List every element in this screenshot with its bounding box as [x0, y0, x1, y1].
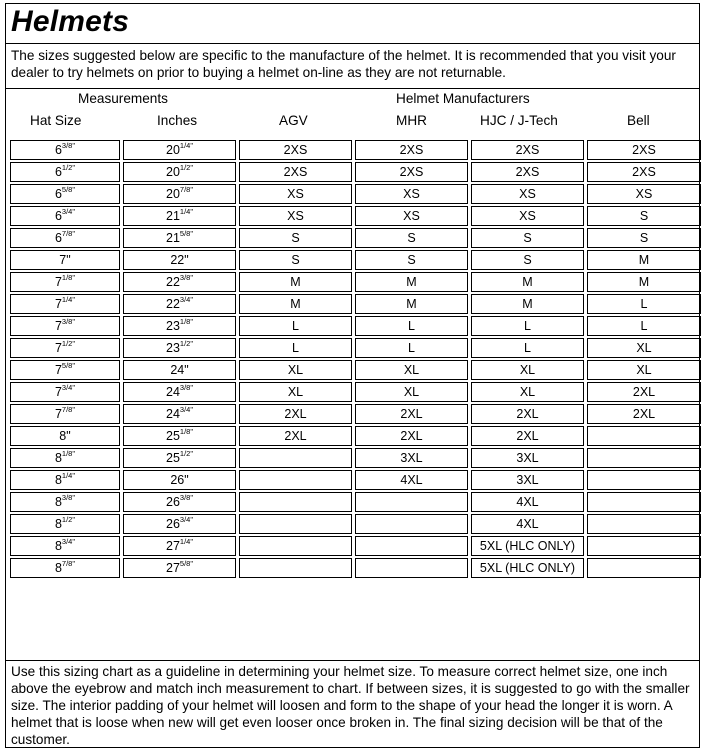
agv-cell: XS [239, 184, 352, 204]
bell-cell [587, 514, 701, 534]
inches-cell-whole: 26" [170, 473, 189, 487]
inches-cell-whole: 22 [166, 275, 180, 289]
mhr-cell: XS [355, 206, 468, 226]
hat-size-cell-fraction: 1/2" [61, 339, 76, 348]
mhr-cell: L [355, 338, 468, 358]
hjc-cell: XL [471, 360, 584, 380]
col-mhr: MHR [396, 113, 427, 128]
inches-cell [123, 514, 236, 534]
inches-cell [123, 404, 236, 424]
inches-cell-fraction: 5/8" [179, 229, 193, 238]
table-row [10, 426, 701, 446]
hat-size-cell [10, 206, 120, 226]
hat-size-cell-whole: 7 [54, 407, 62, 421]
inches-cell-fraction: 1/4" [179, 207, 193, 216]
mhr-cell: S [355, 250, 468, 270]
bell-cell: L [587, 294, 701, 314]
table-row [10, 514, 701, 534]
hat-size-cell [10, 184, 120, 204]
inches-cell [123, 140, 236, 160]
hjc-cell: L [471, 316, 584, 336]
mhr-cell: 2XL [355, 426, 468, 446]
agv-cell [239, 470, 352, 490]
inches-cell-whole: 22 [166, 297, 180, 311]
mhr-cell: M [355, 294, 468, 314]
hat-size-cell [10, 470, 120, 490]
table-row [10, 536, 701, 556]
hat-size-cell-whole: 6 [54, 209, 62, 223]
agv-cell: L [239, 316, 352, 336]
inches-cell-fraction: 1/8" [179, 317, 193, 326]
hat-size-cell-whole: 7 [54, 341, 62, 355]
bell-cell [587, 492, 701, 512]
agv-cell [239, 492, 352, 512]
hjc-cell: 3XL [471, 448, 584, 468]
inches-cell-whole: 24" [170, 363, 189, 377]
table-row [10, 228, 701, 248]
mhr-cell [355, 536, 468, 556]
hat-size-cell-whole: 6 [54, 143, 62, 157]
bell-cell: XL [587, 338, 701, 358]
hat-size-cell [10, 514, 120, 534]
group-measurements: Measurements [78, 91, 168, 106]
mhr-cell: L [355, 316, 468, 336]
hat-size-cell-whole: 7 [54, 363, 62, 377]
hat-size-cell [10, 294, 120, 314]
agv-cell: 2XS [239, 162, 352, 182]
hat-size-cell-whole: 6 [54, 187, 62, 201]
hat-size-cell-fraction: 1/8" [61, 449, 76, 458]
bell-cell: XS [587, 184, 701, 204]
hjc-cell: 3XL [471, 470, 584, 490]
mhr-cell [355, 492, 468, 512]
inches-cell [123, 294, 236, 314]
hat-size-cell-fraction: 3/8" [61, 317, 76, 326]
hjc-cell: S [471, 228, 584, 248]
bell-cell [587, 470, 701, 490]
bell-cell: M [587, 250, 701, 270]
inches-cell [123, 448, 236, 468]
mhr-cell: XL [355, 382, 468, 402]
inches-cell-whole: 20 [166, 165, 180, 179]
agv-cell [239, 448, 352, 468]
hjc-cell: 2XL [471, 404, 584, 424]
inches-cell-whole: 23 [166, 341, 180, 355]
inches-cell-fraction: 3/4" [179, 295, 193, 304]
inches-cell-whole: 21 [166, 231, 180, 245]
mhr-cell: M [355, 272, 468, 292]
inches-cell-fraction: 1/8" [179, 427, 193, 436]
bell-cell [587, 448, 701, 468]
hat-size-cell-whole: 6 [54, 165, 62, 179]
inches-cell-fraction: 1/2" [179, 339, 193, 348]
agv-cell: M [239, 272, 352, 292]
inches-cell-whole: 25 [166, 451, 180, 465]
hat-size-cell-whole: 7" [59, 253, 71, 267]
inches-cell-fraction: 5/8" [179, 559, 193, 568]
table-row [10, 316, 701, 336]
bell-cell: 2XS [587, 140, 701, 160]
inches-cell [123, 250, 236, 270]
hat-size-cell-whole: 7 [54, 385, 62, 399]
hjc-cell: L [471, 338, 584, 358]
hat-size-cell [10, 448, 120, 468]
mhr-cell: 4XL [355, 470, 468, 490]
col-hjc: HJC / J-Tech [480, 113, 558, 128]
hat-size-cell [10, 272, 120, 292]
hjc-cell: XS [471, 184, 584, 204]
hat-size-cell-fraction: 5/8" [61, 361, 76, 370]
inches-cell-whole: 25 [166, 429, 180, 443]
inches-cell [123, 470, 236, 490]
inches-cell [123, 360, 236, 380]
hat-size-cell-fraction: 3/4" [61, 207, 76, 216]
group-manufacturers: Helmet Manufacturers [396, 91, 530, 106]
hjc-cell: 2XL [471, 426, 584, 446]
col-agv: AGV [279, 113, 308, 128]
note-box [5, 660, 700, 748]
hat-size-cell-fraction: 7/8" [61, 229, 76, 238]
inches-cell [123, 228, 236, 248]
size-table [7, 138, 704, 580]
mhr-cell: 2XS [355, 162, 468, 182]
hat-size-cell-whole: 8 [54, 539, 62, 553]
inches-cell [123, 162, 236, 182]
hjc-cell: M [471, 272, 584, 292]
hat-size-cell [10, 404, 120, 424]
hat-size-cell-whole: 8 [54, 517, 62, 531]
table-row [10, 272, 701, 292]
hat-size-cell [10, 492, 120, 512]
inches-cell-fraction: 3/8" [179, 383, 193, 392]
inches-cell [123, 382, 236, 402]
agv-cell [239, 558, 352, 578]
hjc-cell: 4XL [471, 492, 584, 512]
hat-size-cell [10, 382, 120, 402]
hat-size-cell-whole: 8 [54, 451, 62, 465]
hat-size-cell-whole: 7 [54, 297, 62, 311]
hjc-cell: XS [471, 206, 584, 226]
bell-cell: S [587, 206, 701, 226]
agv-cell: XS [239, 206, 352, 226]
hat-size-cell-whole: 7 [54, 275, 62, 289]
table-row [10, 338, 701, 358]
hat-size-cell-fraction: 1/2" [61, 515, 76, 524]
hat-size-cell-whole: 8 [54, 473, 62, 487]
hat-size-cell [10, 162, 120, 182]
inches-cell [123, 272, 236, 292]
hat-size-cell-fraction: 3/4" [61, 383, 76, 392]
inches-cell-whole: 24 [166, 407, 180, 421]
hat-size-cell [10, 316, 120, 336]
table-row [10, 140, 701, 160]
page-title: Helmets [11, 5, 130, 38]
hat-size-cell-whole: 8" [59, 429, 71, 443]
bell-cell [587, 536, 701, 556]
inches-cell-fraction: 1/2" [179, 163, 193, 172]
agv-cell: S [239, 250, 352, 270]
inches-cell-fraction: 3/4" [179, 405, 193, 414]
table-row [10, 360, 701, 380]
bell-cell: XL [587, 360, 701, 380]
table-row [10, 382, 701, 402]
inches-cell-fraction: 3/8" [179, 273, 193, 282]
table-row [10, 404, 701, 424]
inches-cell-fraction: 3/4" [179, 515, 193, 524]
hjc-cell: 2XS [471, 162, 584, 182]
hat-size-cell [10, 228, 120, 248]
agv-cell: L [239, 338, 352, 358]
hat-size-cell [10, 536, 120, 556]
inches-cell-fraction: 1/4" [179, 537, 193, 546]
inches-cell [123, 558, 236, 578]
hjc-cell: 5XL (HLC ONLY) [471, 536, 584, 556]
mhr-cell: XL [355, 360, 468, 380]
hjc-cell: 4XL [471, 514, 584, 534]
hjc-cell: 5XL (HLC ONLY) [471, 558, 584, 578]
intro-text: The sizes suggested below are specific to the manufacture of the helmet. It is recommended that you visit your dealer to try helmets on prior to buying a helmet on-line as they are not returnable. [11, 48, 676, 80]
table-header [5, 88, 700, 136]
bell-cell: 2XL [587, 404, 701, 424]
agv-cell: XL [239, 382, 352, 402]
inches-cell [123, 492, 236, 512]
hat-size-cell-fraction: 5/8" [61, 185, 76, 194]
agv-cell: S [239, 228, 352, 248]
hat-size-cell [10, 338, 120, 358]
hjc-cell: M [471, 294, 584, 314]
hat-size-cell-fraction: 3/8" [61, 141, 76, 150]
inches-cell-whole: 20 [166, 143, 180, 157]
table-row [10, 184, 701, 204]
mhr-cell: XS [355, 184, 468, 204]
hat-size-cell [10, 250, 120, 270]
col-bell: Bell [627, 113, 650, 128]
mhr-cell: S [355, 228, 468, 248]
inches-cell [123, 206, 236, 226]
table-row [10, 162, 701, 182]
hat-size-cell [10, 360, 120, 380]
hat-size-cell-whole: 8 [54, 495, 62, 509]
hat-size-cell-fraction: 1/4" [61, 295, 76, 304]
col-hat-size: Hat Size [30, 113, 82, 128]
table-row [10, 206, 701, 226]
hat-size-cell-fraction: 7/8" [61, 559, 76, 568]
inches-cell-whole: 21 [166, 209, 180, 223]
hat-size-cell [10, 426, 120, 446]
mhr-cell: 2XL [355, 404, 468, 424]
agv-cell: M [239, 294, 352, 314]
mhr-cell: 2XS [355, 140, 468, 160]
agv-cell [239, 536, 352, 556]
inches-cell [123, 536, 236, 556]
inches-cell-whole: 24 [166, 385, 180, 399]
agv-cell [239, 514, 352, 534]
hat-size-cell [10, 140, 120, 160]
inches-cell-fraction: 7/8" [179, 185, 193, 194]
inches-cell-whole: 23 [166, 319, 180, 333]
table-row [10, 558, 701, 578]
hat-size-cell-fraction: 3/8" [61, 493, 76, 502]
inches-cell [123, 316, 236, 336]
mhr-cell [355, 514, 468, 534]
agv-cell: XL [239, 360, 352, 380]
inches-cell [123, 338, 236, 358]
inches-cell-whole: 27 [166, 561, 180, 575]
table-row [10, 448, 701, 468]
table-row [10, 250, 701, 270]
bell-cell [587, 426, 701, 446]
mhr-cell [355, 558, 468, 578]
bell-cell: L [587, 316, 701, 336]
hat-size-cell-fraction: 7/8" [61, 405, 76, 414]
inches-cell-whole: 27 [166, 539, 180, 553]
agv-cell: 2XL [239, 404, 352, 424]
hjc-cell: XL [471, 382, 584, 402]
bell-cell [587, 558, 701, 578]
note-text: Use this sizing chart as a guideline in determining your helmet size. To measure correct helmet size, one inch above the eyebrow and match inch measurement to chart. If between sizes, it is suggested to go with the smaller size. The interior padding of your helmet will loosen and form to the shape of your head the longer it is worn. A helmet that is loose when new will get even looser once broken in. The final sizing decision will be that of the customer. [11, 664, 690, 747]
hat-size-cell-fraction: 1/4" [61, 471, 76, 480]
hat-size-cell-fraction: 1/8" [61, 273, 76, 282]
hat-size-cell-fraction: 1/2" [61, 163, 76, 172]
hat-size-cell-whole: 8 [54, 561, 62, 575]
table-row [10, 470, 701, 490]
mhr-cell: 3XL [355, 448, 468, 468]
inches-cell-fraction: 1/2" [179, 449, 193, 458]
table-row [10, 492, 701, 512]
title-bar [5, 3, 700, 44]
inches-cell-whole: 22" [170, 253, 189, 267]
hjc-cell: 2XS [471, 140, 584, 160]
hjc-cell: S [471, 250, 584, 270]
inches-cell [123, 184, 236, 204]
bell-cell: M [587, 272, 701, 292]
agv-cell: 2XL [239, 426, 352, 446]
inches-cell-whole: 26 [166, 517, 180, 531]
agv-cell: 2XS [239, 140, 352, 160]
hat-size-cell-fraction: 3/4" [61, 537, 76, 546]
table-row [10, 294, 701, 314]
bell-cell: S [587, 228, 701, 248]
hat-size-cell [10, 558, 120, 578]
col-inches: Inches [157, 113, 198, 128]
inches-cell [123, 426, 236, 446]
hat-size-cell-whole: 6 [54, 231, 62, 245]
inches-cell-whole: 20 [166, 187, 180, 201]
inches-cell-whole: 26 [166, 495, 180, 509]
hat-size-cell-whole: 7 [54, 319, 62, 333]
bell-cell: 2XS [587, 162, 701, 182]
bell-cell: 2XL [587, 382, 701, 402]
inches-cell-fraction: 1/4" [179, 141, 193, 150]
inches-cell-fraction: 3/8" [179, 493, 193, 502]
